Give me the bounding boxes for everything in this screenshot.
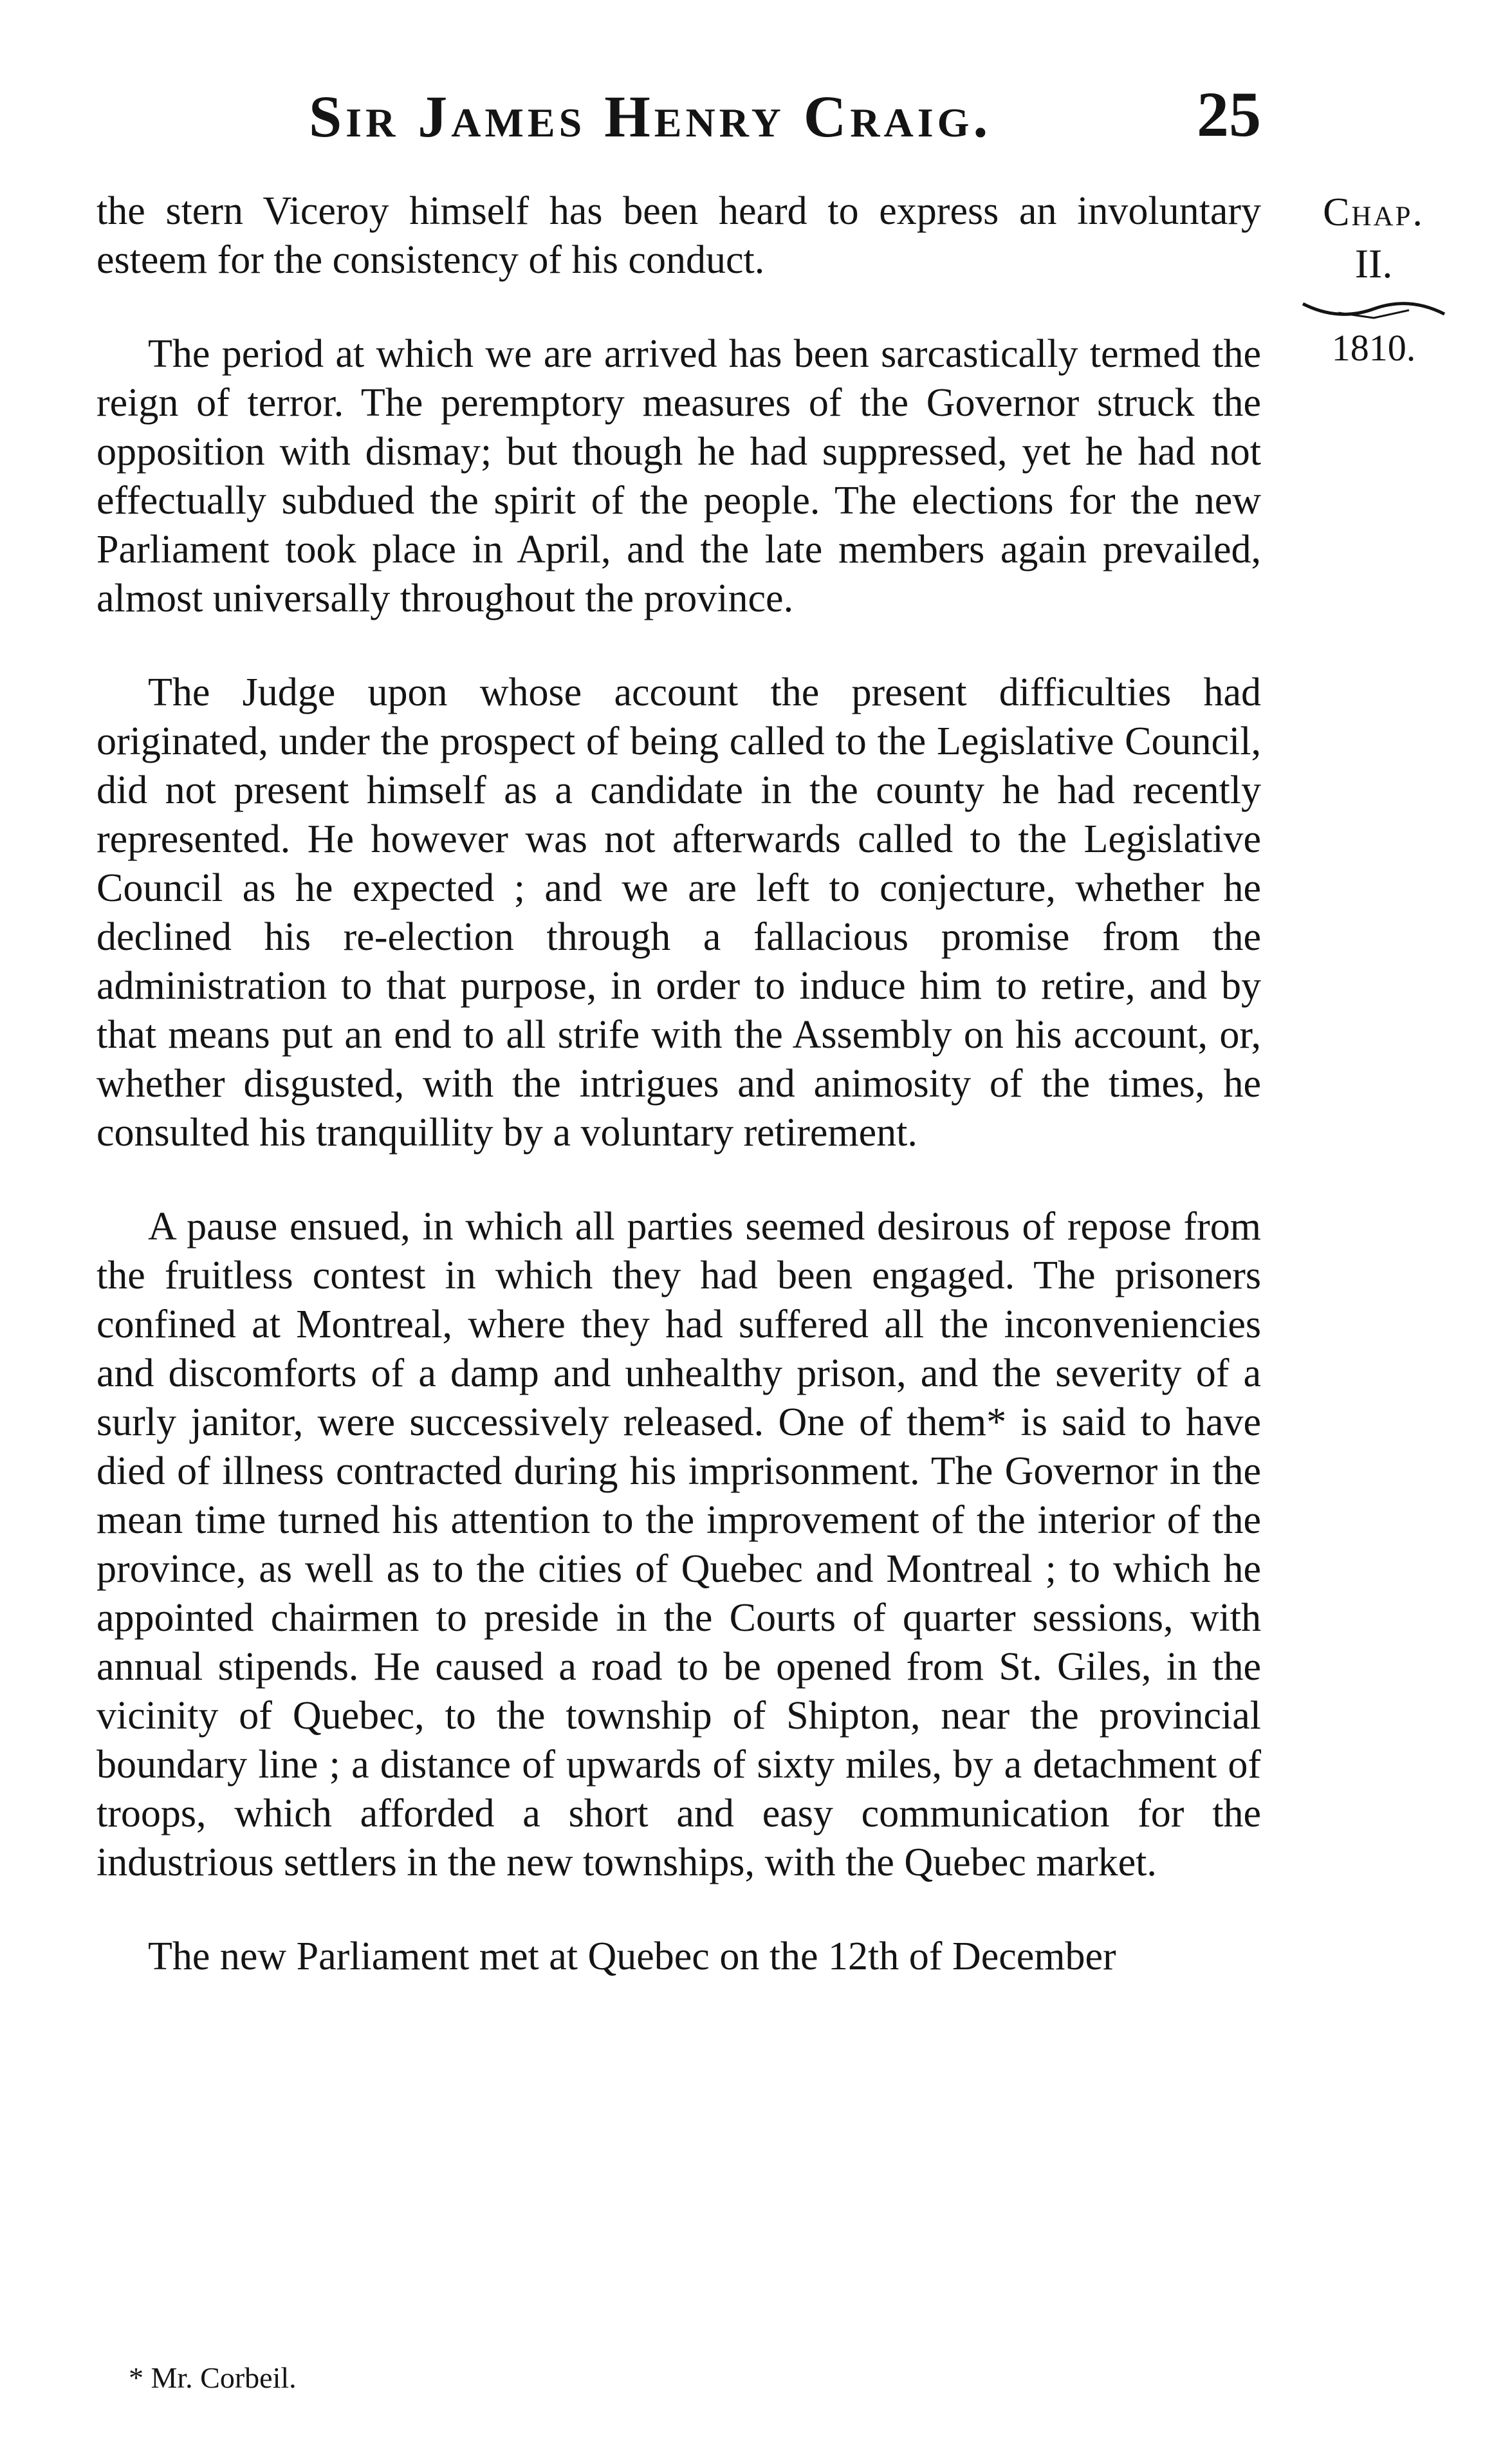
paragraph-continuation: the stern Viceroy himself has been heard to express an involuntary esteem for the consistency of his conduct. xyxy=(97,189,1261,282)
page-number: 25 xyxy=(1197,79,1261,150)
body-text xyxy=(97,187,1261,1981)
margin-note xyxy=(1277,187,1470,371)
margin-chapter-label: Chap. xyxy=(1323,190,1424,234)
margin-chapter-number: II. xyxy=(1354,241,1393,286)
footnote: * Mr. Corbeil. xyxy=(129,2361,297,2394)
paragraph-reign-of-terror: The period at which we are arrived has been sarcastically termed the reign of terror. The peremptory measures of the Governor struck the opposition with dismay; but though he had suppressed, yet he had not effectually subdued the spirit of the people. The elections for the new Parliament took place in April, and the late members again prevailed, almost universally throughout the province. xyxy=(97,332,1261,620)
ornamental-rule-icon xyxy=(1300,296,1448,322)
paragraph-new-parliament: The new Parliament met at Quebec on the 12th of December xyxy=(148,1935,1116,1978)
page-header xyxy=(103,77,1300,167)
margin-year: 1810. xyxy=(1331,327,1416,369)
running-title: Sir James Henry Craig. xyxy=(309,84,992,149)
paragraph-pause-ensued: A pause ensued, in which all parties seemed desirous of repose from the fruitless contest in which they had been engaged. The prisoners confined at Montreal, where they had suffered all the inconveniencies and discomforts of a damp and unhealthy prison, and the severity of a surly janitor, were successively released. One of them* is said to have died of illness contracted during his imprisonment. The Governor in the mean time turned his attention to the improvement of the interior of the province, as well as to the cities of Quebec and Montreal ; to which he appointed chairmen to preside in the Courts of quarter sessions, with annual stipends. He caused a road to be opened from St. Giles, in the vicinity of Quebec, to the township of Shipton, near the provincial boundary line ; a distance of upwards of sixty miles, by a detachment of troops, which afforded a short and easy communication for the industrious settlers in the new townships, with the Quebec market. xyxy=(97,1205,1261,1884)
paragraph-judge: The Judge upon whose account the present difficulties had originated, under the prospect of being called to the Legislative Council, did not present himself as a candidate in the county he had recently represented. He however was not afterwards called to the Legislative Council as he expected ; and we are left to conjecture, whether he declined his re-election through a fallacious promise from the administration to that purpose, in order to induce him to retire, and by that means put an end to all strife with the Assembly on his account, or, whether disgusted, with the intrigues and animosity of the times, he consulted his tranquillity by a voluntary retirement. xyxy=(97,671,1261,1155)
